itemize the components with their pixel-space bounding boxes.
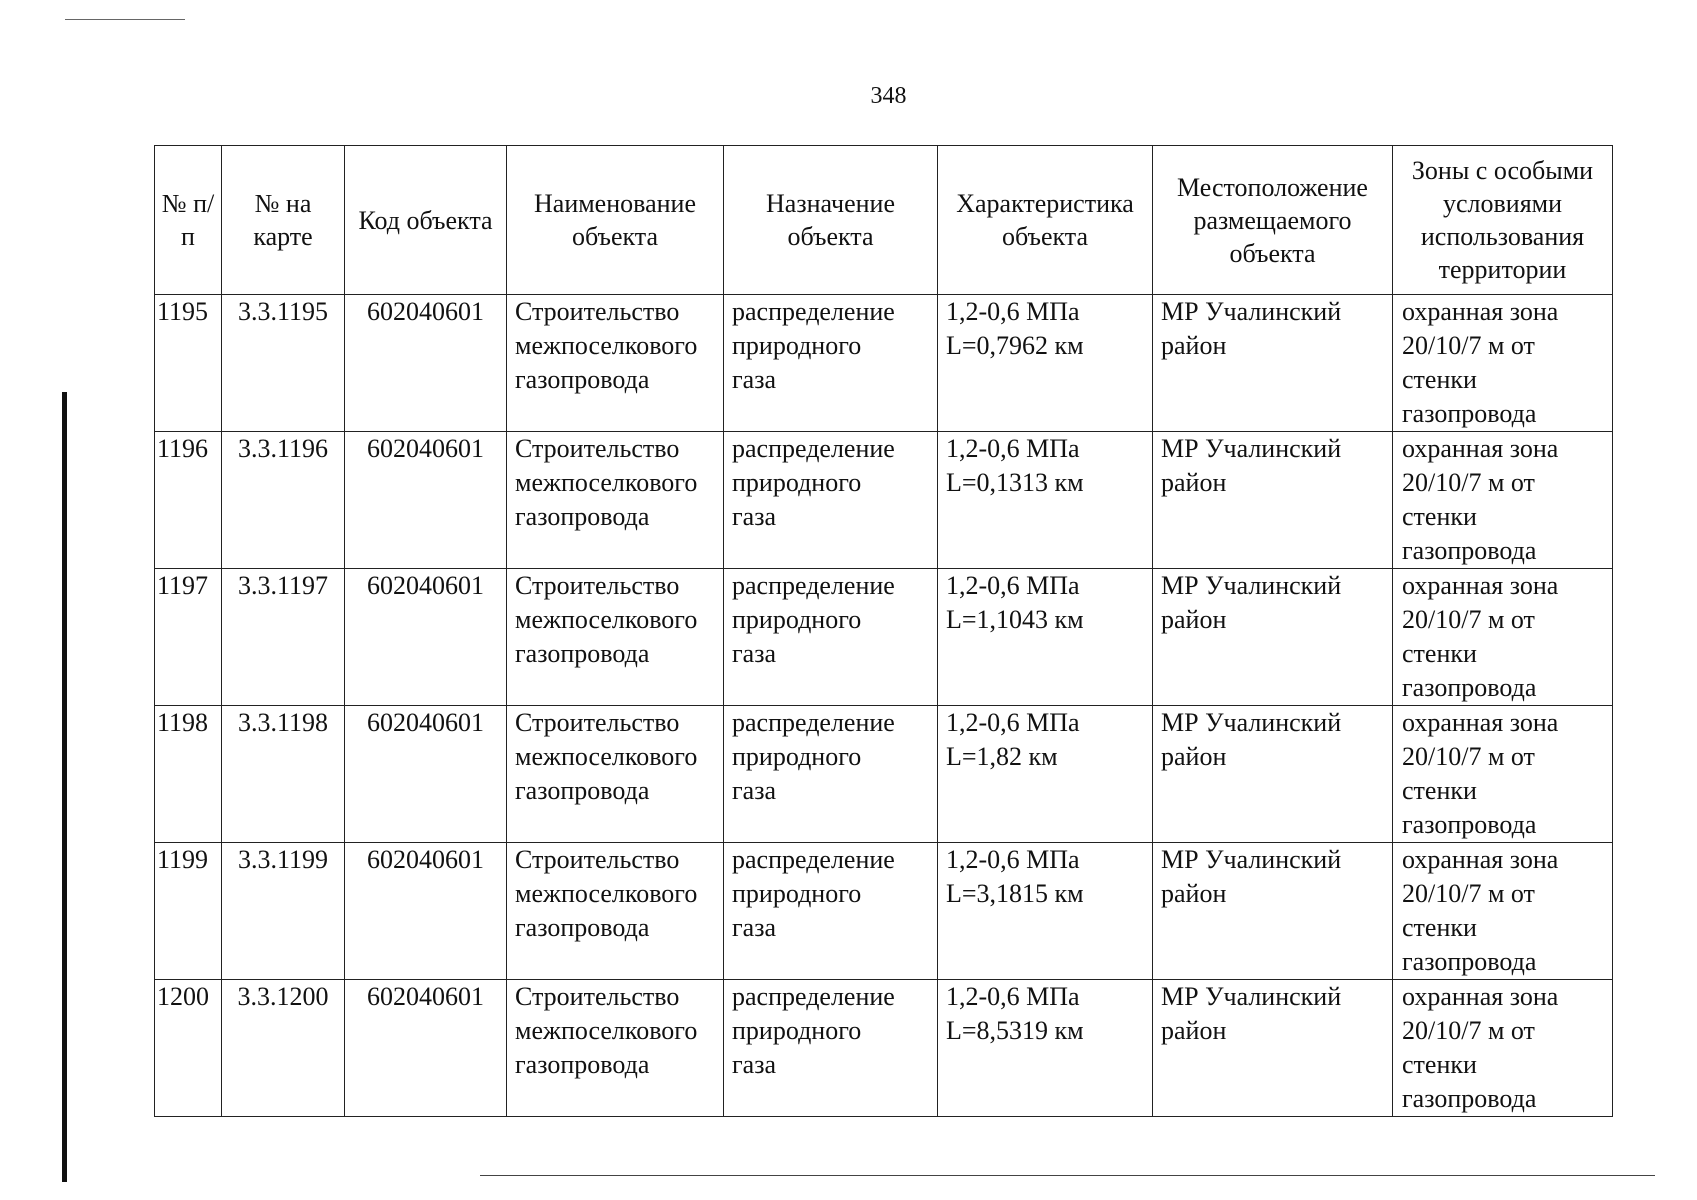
cell-object-name-line: Строительство <box>515 708 680 737</box>
cell-object-name <box>507 295 724 432</box>
cell-special-zone <box>1393 569 1613 706</box>
cell-special-zone-line: 20/10/7 м от <box>1402 331 1535 360</box>
cell-map-number: 3.3.1195 <box>222 295 345 432</box>
cell-row-number: 1197 <box>155 569 222 706</box>
scan-artifact-line-bottom <box>480 1175 1655 1176</box>
cell-object-characteristics <box>938 980 1153 1117</box>
cell-object-location-line: район <box>1161 331 1227 360</box>
cell-object-characteristics-line: 1,2-0,6 МПа <box>946 571 1080 600</box>
header-num: № п/п <box>155 146 222 295</box>
cell-object-purpose <box>724 295 938 432</box>
cell-object-purpose-line: газа <box>732 639 777 668</box>
cell-row-number: 1200 <box>155 980 222 1117</box>
cell-object-characteristics-line: L=1,82 км <box>946 742 1058 771</box>
table-row <box>155 843 1613 980</box>
table-row <box>155 706 1613 843</box>
cell-object-name <box>507 843 724 980</box>
cell-object-purpose-line: распределение <box>732 982 895 1011</box>
cell-object-name-line: межпоселкового <box>515 1016 698 1045</box>
cell-object-characteristics <box>938 569 1153 706</box>
header-object-location: Местоположение размещаемого объекта <box>1153 146 1393 295</box>
cell-object-characteristics-line: 1,2-0,6 МПа <box>946 708 1080 737</box>
cell-object-purpose <box>724 980 938 1117</box>
header-object-code: Код объекта <box>345 146 507 295</box>
cell-special-zone-line: стенки <box>1402 639 1477 668</box>
cell-object-characteristics-line: 1,2-0,6 МПа <box>946 297 1080 326</box>
cell-object-characteristics <box>938 295 1153 432</box>
page-number: 348 <box>870 83 907 109</box>
cell-object-name <box>507 980 724 1117</box>
cell-object-characteristics-line: L=1,1043 км <box>946 605 1084 634</box>
cell-special-zone-line: стенки <box>1402 502 1477 531</box>
cell-object-characteristics-line: 1,2-0,6 МПа <box>946 845 1080 874</box>
cell-object-name-line: газопровода <box>515 502 650 531</box>
table-row <box>155 980 1613 1117</box>
cell-object-characteristics <box>938 843 1153 980</box>
scan-artifact-line-top <box>65 19 185 20</box>
cell-special-zone-line: 20/10/7 м от <box>1402 468 1535 497</box>
cell-object-name-line: Строительство <box>515 571 680 600</box>
cell-special-zone-line: стенки <box>1402 365 1477 394</box>
cell-special-zone-line: газопровода <box>1402 673 1537 702</box>
cell-object-code: 602040601 <box>345 843 507 980</box>
cell-object-code: 602040601 <box>345 432 507 569</box>
table-body <box>155 295 1613 1117</box>
cell-object-purpose-line: газа <box>732 1050 777 1079</box>
cell-special-zone-line: 20/10/7 м от <box>1402 605 1535 634</box>
cell-object-purpose-line: распределение <box>732 297 895 326</box>
cell-object-location-line: район <box>1161 879 1227 908</box>
cell-object-name-line: газопровода <box>515 365 650 394</box>
cell-object-characteristics-line: 1,2-0,6 МПа <box>946 982 1080 1011</box>
cell-object-name <box>507 569 724 706</box>
cell-row-number: 1198 <box>155 706 222 843</box>
cell-object-purpose <box>724 569 938 706</box>
table-row <box>155 569 1613 706</box>
cell-object-location-line: МР Учалинский <box>1161 708 1342 737</box>
header-object-characteristics: Характеристика объекта <box>938 146 1153 295</box>
cell-object-characteristics-line: 1,2-0,6 МПа <box>946 434 1080 463</box>
cell-object-name-line: межпоселкового <box>515 605 698 634</box>
cell-object-name-line: газопровода <box>515 639 650 668</box>
cell-special-zone <box>1393 432 1613 569</box>
cell-special-zone-line: газопровода <box>1402 1084 1537 1113</box>
cell-object-purpose-line: распределение <box>732 434 895 463</box>
cell-object-code: 602040601 <box>345 980 507 1117</box>
cell-map-number: 3.3.1197 <box>222 569 345 706</box>
cell-object-characteristics-line: L=8,5319 км <box>946 1016 1084 1045</box>
cell-object-name-line: Строительство <box>515 297 680 326</box>
cell-object-name-line: межпоселкового <box>515 879 698 908</box>
cell-object-purpose-line: распределение <box>732 845 895 874</box>
cell-special-zone-line: охранная зона <box>1402 571 1559 600</box>
cell-special-zone <box>1393 706 1613 843</box>
cell-object-location-line: МР Учалинский <box>1161 845 1342 874</box>
cell-special-zone-line: газопровода <box>1402 810 1537 839</box>
cell-object-location-line: район <box>1161 468 1227 497</box>
cell-object-code: 602040601 <box>345 706 507 843</box>
cell-special-zone <box>1393 295 1613 432</box>
header-special-zones: Зоны с особыми условиями использования территории <box>1393 146 1613 295</box>
cell-special-zone-line: охранная зона <box>1402 297 1559 326</box>
cell-object-purpose-line: распределение <box>732 708 895 737</box>
cell-object-purpose-line: газа <box>732 913 777 942</box>
cell-object-location-line: МР Учалинский <box>1161 297 1342 326</box>
cell-map-number: 3.3.1199 <box>222 843 345 980</box>
cell-object-characteristics <box>938 706 1153 843</box>
cell-special-zone-line: газопровода <box>1402 399 1537 428</box>
cell-special-zone-line: стенки <box>1402 1050 1477 1079</box>
header-object-name: Наименование объекта <box>507 146 724 295</box>
cell-special-zone <box>1393 843 1613 980</box>
cell-object-name-line: газопровода <box>515 1050 650 1079</box>
objects-table <box>154 145 1613 1117</box>
cell-row-number: 1199 <box>155 843 222 980</box>
cell-special-zone-line: газопровода <box>1402 947 1537 976</box>
cell-special-zone-line: стенки <box>1402 913 1477 942</box>
cell-object-name <box>507 432 724 569</box>
cell-object-purpose-line: природного <box>732 1016 862 1045</box>
cell-object-location <box>1153 295 1393 432</box>
cell-object-name <box>507 706 724 843</box>
cell-special-zone-line: 20/10/7 м от <box>1402 1016 1535 1045</box>
cell-object-name-line: межпоселкового <box>515 468 698 497</box>
cell-object-purpose <box>724 706 938 843</box>
cell-special-zone-line: охранная зона <box>1402 434 1559 463</box>
cell-object-purpose-line: газа <box>732 776 777 805</box>
cell-object-purpose <box>724 843 938 980</box>
cell-object-location-line: МР Учалинский <box>1161 982 1342 1011</box>
cell-object-name-line: межпоселкового <box>515 742 698 771</box>
cell-object-purpose-line: газа <box>732 502 777 531</box>
cell-object-purpose-line: природного <box>732 468 862 497</box>
cell-object-location <box>1153 843 1393 980</box>
cell-object-name-line: газопровода <box>515 776 650 805</box>
table-header-row <box>155 146 1613 295</box>
cell-object-purpose-line: газа <box>732 365 777 394</box>
cell-special-zone-line: стенки <box>1402 776 1477 805</box>
cell-object-code: 602040601 <box>345 569 507 706</box>
cell-special-zone-line: 20/10/7 м от <box>1402 742 1535 771</box>
cell-object-name-line: межпоселкового <box>515 331 698 360</box>
cell-special-zone-line: 20/10/7 м от <box>1402 879 1535 908</box>
cell-special-zone-line: охранная зона <box>1402 982 1559 1011</box>
cell-object-purpose-line: природного <box>732 331 862 360</box>
table-row <box>155 432 1613 569</box>
cell-object-characteristics <box>938 432 1153 569</box>
cell-object-code: 602040601 <box>345 295 507 432</box>
cell-object-characteristics-line: L=3,1815 км <box>946 879 1084 908</box>
cell-object-location <box>1153 706 1393 843</box>
cell-object-name-line: газопровода <box>515 913 650 942</box>
cell-map-number: 3.3.1196 <box>222 432 345 569</box>
cell-object-location <box>1153 432 1393 569</box>
cell-object-characteristics-line: L=0,7962 км <box>946 331 1084 360</box>
cell-object-purpose-line: природного <box>732 742 862 771</box>
cell-object-location-line: район <box>1161 742 1227 771</box>
cell-object-purpose-line: природного <box>732 605 862 634</box>
cell-special-zone-line: газопровода <box>1402 536 1537 565</box>
header-object-purpose: Назначение объекта <box>724 146 938 295</box>
cell-special-zone <box>1393 980 1613 1117</box>
scan-artifact-bar-left <box>62 392 67 1182</box>
cell-row-number: 1195 <box>155 295 222 432</box>
cell-object-location-line: МР Учалинский <box>1161 434 1342 463</box>
cell-map-number: 3.3.1198 <box>222 706 345 843</box>
table-row <box>155 295 1613 432</box>
cell-object-location <box>1153 569 1393 706</box>
cell-object-purpose <box>724 432 938 569</box>
cell-object-name-line: Строительство <box>515 434 680 463</box>
cell-special-zone-line: охранная зона <box>1402 708 1559 737</box>
cell-row-number: 1196 <box>155 432 222 569</box>
cell-object-characteristics-line: L=0,1313 км <box>946 468 1084 497</box>
cell-object-location-line: район <box>1161 1016 1227 1045</box>
cell-object-purpose-line: природного <box>732 879 862 908</box>
cell-object-location-line: МР Учалинский <box>1161 571 1342 600</box>
header-map-number: № на карте <box>222 146 345 295</box>
cell-object-location <box>1153 980 1393 1117</box>
cell-object-purpose-line: распределение <box>732 571 895 600</box>
cell-object-name-line: Строительство <box>515 982 680 1011</box>
cell-object-name-line: Строительство <box>515 845 680 874</box>
cell-map-number: 3.3.1200 <box>222 980 345 1117</box>
cell-special-zone-line: охранная зона <box>1402 845 1559 874</box>
cell-object-location-line: район <box>1161 605 1227 634</box>
